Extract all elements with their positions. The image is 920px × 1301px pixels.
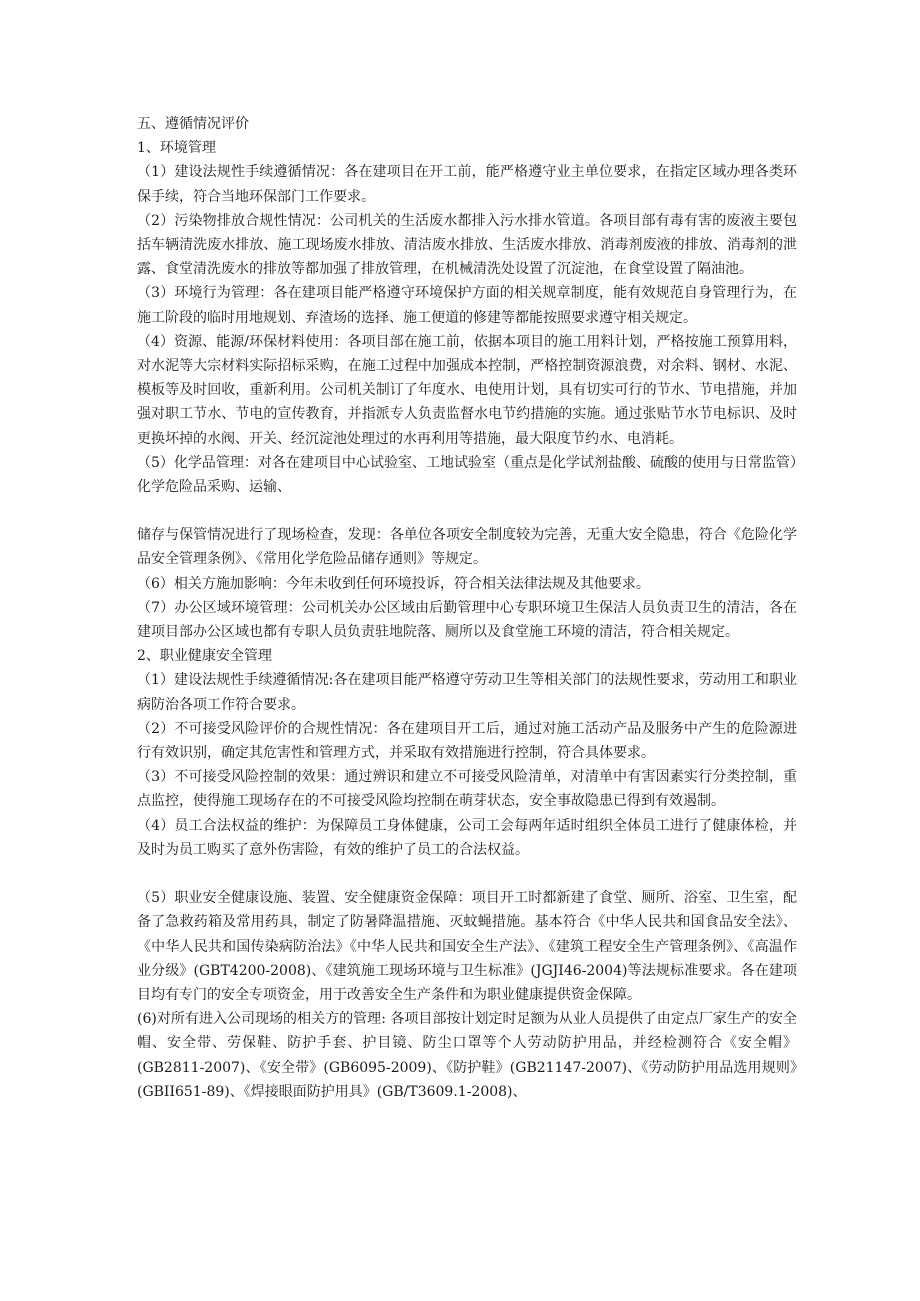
paragraph-gap: [137, 862, 797, 886]
env-paragraph-5a: （5）化学品管理：对各在建项目中心试验室、工地试验室（重点是化学试剂盐酸、硫酸的使用与日常监管）化学危险品采购、运输、: [137, 454, 797, 496]
section-title: 五、遵循情况评价: [137, 116, 249, 132]
env-paragraph-1: （1）建设法规性手续遵循情况：各在建项目在开工前，能严格遵守业主单位要求，在指定区域办理各类环保手续，符合当地环保部门工作要求。: [137, 164, 797, 205]
env-paragraph-6: （6）相关方施加影响：今年未收到任何环境投诉，符合相关法律法规及其他要求。: [137, 575, 650, 592]
ohs-paragraph-6: (6)对所有进入公司现场的相关方的管理: 各项目部按计划定时足额为从业人员提供了由定点厂家生产的安全帽、安全带、劳保鞋、防护手套、护目镜、防尘口罩等个人劳动防护用品，并经检测符合《安全帽》(GB2811-2007)、《安全带》(GB6095-2009)、《防护鞋》(GB21147-2007)、《劳动防护用品选用规则》(GBII651-89)、《焊接眼面防护用具》(GB/T3609.1-2008)、: [137, 1011, 797, 1100]
ohs-paragraph-2: （2）不可接受风险评价的合规性情况：各在建项目开工后，通过对施工活动产品及服务中产生的危险源进行有效识别，确定其危害性和管理方式，并采取有效措施进行控制，符合具体要求。: [137, 720, 797, 762]
ohs-paragraph-3: （3）不可接受风险控制的效果：通过辨识和建立不可接受风险清单，对清单中有害因素实行分类控制，重点监控，使得施工现场存在的不可接受风险均控制在萌芽状态，安全事故隐患已得到有效遏制。: [137, 769, 797, 810]
ohs-heading: 2、职业健康安全管理: [137, 648, 272, 665]
document-page: [137, 112, 797, 1104]
env-paragraph-7: （7）办公区域环境管理：公司机关办公区域由后勤管理中心专职环境卫生保洁人员负责卫生的清洁，各在建项目部办公区域也都有专职人员负责驻地院落、厕所以及食堂施工环境的清洁，符合相关规定。: [137, 599, 797, 641]
paragraph-gap: [137, 499, 797, 523]
ohs-paragraph-5: （5）职业安全健康设施、装置、安全健康资金保障：项目开工时都新建了食堂、厕所、浴室、卫生室，配备了急救药箱及常用药具，制定了防暑降温措施、灭蚊蝇措施。基本符合《中华人民共和国食品安全法》、《中华人民共和国传染病防治法》《中华人民共和国安全生产法》、《建筑工程安全生产管理条例》、《高温作业分级》(GBT4200-2008)、《建筑施工现场环境与卫生标准》(JGJI46-2004)等法规标准要求。各在建项目均有专门的安全专项资金，用于改善安全生产条件和为职业健康提供资金保障。: [137, 890, 797, 1003]
env-paragraph-3: （3）环境行为管理：各在建项目能严格遵守环境保护方面的相关规章制度，能有效规范自身管理行为，在施工阶段的临时用地规划、弃渣场的选择、施工便道的修建等都能按照要求遵守相关规定。: [137, 285, 797, 326]
ohs-paragraph-4: （4）员工合法权益的维护：为保障员工身体健康，公司工会每两年适时组织全体员工进行了健康体检，并及时为员工购买了意外伤害险，有效的维护了员工的合法权益。: [137, 817, 797, 858]
ohs-paragraph-1: （1）建设法规性手续遵循情况:各在建项目能严格遵守劳动卫生等相关部门的法规性要求，劳动用工和职业病防治各项工作符合要求。: [137, 672, 797, 713]
env-paragraph-4: （4）资源、能源/环保材料使用：各项目部在施工前，依据本项目的施工用料计划，严格按施工预算用料，对水泥等大宗材料实际招标采购，在施工过程中加强成本控制，严格控制资源浪费，对余料、钢材、水泥、模板等及时回收，重新利用。公司机关制订了年度水、电使用计划，具有切实可行的节水、节电措施，并加强对职工节水、节电的宣传教育，并指派专人负责监督水电节约措施的实施。通过张贴节水节电标识、及时更换坏掉的水阀、开关、经沉淀池处理过的水再利用等措施，最大限度节约水、电消耗。: [137, 333, 797, 447]
env-paragraph-2: （2）污染物排放合规性情况：公司机关的生活废水都排入污水排水管道。各项目部有毒有害的废液主要包括车辆清洗废水排放、施工现场废水排放、清洁废水排放、生活废水排放、消毒剂废液的排放、消毒剂的泄露、食堂清洗废水的排放等都加强了排放管理，在机械清洗处设置了沉淀池，在食堂设置了隔油池。: [137, 212, 797, 278]
env-heading: 1、环境管理: [137, 140, 216, 157]
env-paragraph-5b: 储存与保管情况进行了现场检查，发现：各单位各项安全制度较为完善，无重大安全隐患，符合《危险化学品安全管理条例》、《常用化学危险品储存通则》等规定。: [137, 527, 797, 568]
